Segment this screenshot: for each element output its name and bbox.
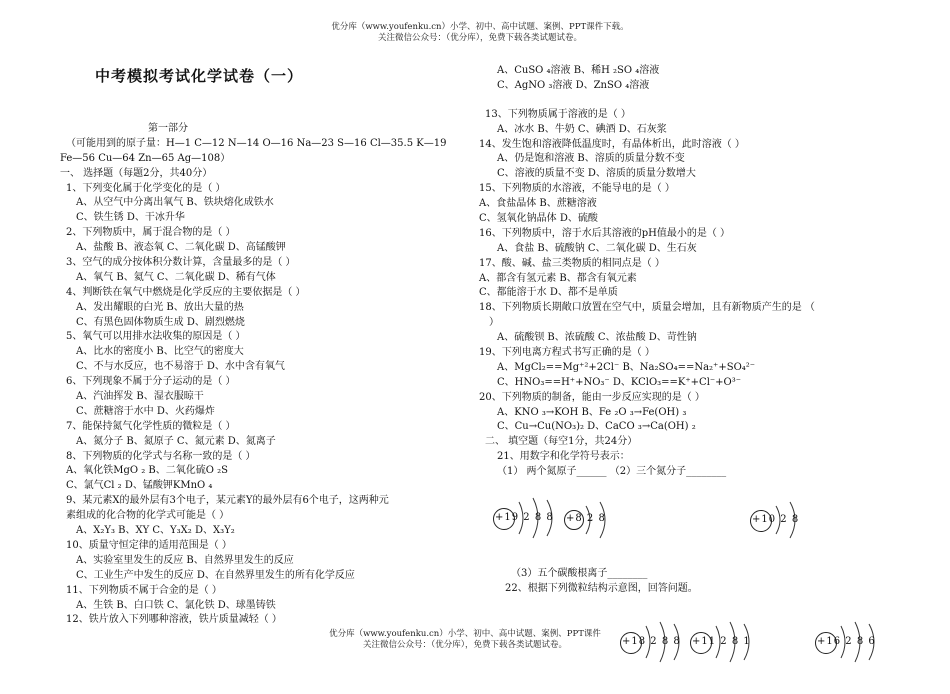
question-line: 素组成的化合物的化学式可能是（ ） — [66, 510, 230, 522]
option-line: A、实验室里发生的反应 B、自然界里发生的反应 — [76, 554, 294, 566]
option-line: A、生铁 B、白口铁 C、氯化铁 D、球墨铸铁 — [76, 599, 276, 611]
section-heading: 一、 选择题（每题2分，共40分） — [60, 167, 213, 179]
footer-line-1: 优分库（www.youfenku.cn）小学、初中、高中试题、案例、PPT课件 — [329, 629, 601, 639]
page-header — [300, 22, 660, 44]
question-line: 8、下列物质的化学式与名称一致的是（ ） — [66, 450, 256, 462]
header-line-1: 优分库（www.youfenku.cn）小学、初中、高中试题、案例、PPT课件下载。 — [331, 22, 629, 32]
spacer — [497, 94, 815, 108]
question-line: 3、空气的成分按体积分数计算，含量最多的是（ ） — [66, 257, 296, 269]
question-line: 4、判断铁在氧气中燃烧是化学反应的主要依据是（ ） — [66, 286, 306, 298]
atom-diagram — [493, 496, 573, 540]
question-line: 10、质量守恒定律的适用范围是（ ） — [66, 539, 232, 551]
atom-label: +8 2 8 — [566, 513, 606, 524]
atom-label: +18 2 8 8 — [622, 636, 681, 647]
option-line: A、硫酸钡 B、浓硫酸 C、浓盐酸 D、苛性钠 — [497, 332, 697, 344]
option-line: A、比水的密度小 B、比空气的密度大 — [76, 346, 244, 358]
option-line: A、仍是饱和溶液 B、溶质的质量分数不变 — [497, 153, 685, 165]
option-line: A、从空气中分离出氧气 B、铁块熔化成铁水 — [76, 197, 274, 209]
question-line: 15、下列物质的水溶液，不能导电的是（ ） — [479, 183, 675, 195]
option-line: A、冰水 B、牛奶 C、碘酒 D、石灰浆 — [497, 123, 667, 135]
atom-label: +16 2 8 6 — [817, 636, 876, 647]
option-line: A、食盐晶体 B、蔗糖溶液 — [479, 198, 597, 210]
question-line: 7、能保持氮气化学性质的微粒是（ ） — [66, 420, 236, 432]
question-line: （3）五个碳酸根离子________ — [511, 568, 648, 579]
header-line-2: 关注微信公众号：（优分库），免费下载各类试题试卷。 — [377, 33, 582, 43]
option-line: A、CuSO ₄溶液 B、稀H ₂SO ₄溶液 — [497, 65, 660, 76]
atom-diagram — [564, 500, 624, 540]
atom-diagram — [620, 618, 700, 666]
section-part-one: 第一部分 — [148, 123, 188, 134]
atom-label: +10 2 8 — [752, 514, 800, 525]
option-line: A、发出耀眼的白光 B、放出大量的热 — [76, 301, 244, 313]
question-21-3 — [511, 567, 647, 582]
option-line: A、食盐 B、硫酸钠 C、二氧化碳 D、生石灰 — [497, 242, 697, 254]
atom-label: +11 2 8 1 — [692, 636, 751, 647]
option-line: A、都含有氢元素 B、都含有氧元素 — [479, 272, 637, 284]
footer-line-2: 关注微信公众号：（优分库），免费下载各类试题试卷。 — [362, 640, 567, 650]
section-heading: 二、 填空题（每空1分，共24分） — [485, 436, 638, 448]
question-line: 14、发生饱和溶液降低温度时，有晶体析出，此时溶液（ ） — [479, 138, 745, 150]
question-line: 5、氧气可以用排水法收集的原因是（ ） — [66, 331, 246, 343]
text-line: Fe—56 Cu—64 Zn—65 Ag—108） — [60, 152, 231, 164]
atom-diagram — [815, 618, 895, 666]
text-line: ） — [489, 317, 499, 329]
option-line: A、汽油挥发 B、湿衣服晾干 — [76, 391, 204, 403]
option-line: C、不与水反应，也不易溶于 D、水中含有氧气 — [76, 361, 285, 373]
question-line: 18、下列物质长期敞口放置在空气中，质量会增加，且有新物质产生的是 （ — [479, 302, 815, 314]
question-line: 1、下列变化属于化学变化的是（ ） — [66, 182, 226, 194]
question-line: 16、下列物质中，溶于水后其溶液的pH值最小的是（ ） — [479, 227, 731, 239]
option-line: C、Cu→Cu(NO₃)₂ D、CaCO ₃→Ca(OH) ₂ — [497, 421, 696, 433]
option-line: C、都能溶于水 D、都不是单质 — [479, 287, 618, 299]
option-line: C、工业生产中发生的反应 D、在自然界里发生的所有化学反应 — [76, 569, 355, 581]
question-line: 2、下列物质中，属于混合物的是（ ） — [66, 227, 236, 239]
question-line: 19、下列电离方程式书写正确的是（ ） — [479, 347, 655, 359]
question-line: 9、某元素X的最外层有3个电子，某元素Y的最外层有6个电子，这两种元 — [66, 495, 389, 507]
question-line: 12、铁片放入下列哪种溶液，铁片质量减轻（ ） — [66, 614, 282, 626]
option-line: C、氯气Cl ₂ D、锰酸钾KMnO ₄ — [66, 480, 213, 492]
atom-diagram — [690, 618, 770, 666]
question-line: 17、酸、碱、盐三类物质的相同点是（ ） — [479, 257, 665, 269]
option-line: A、盐酸 B、液态氧 C、二氧化碳 D、高锰酸钾 — [76, 242, 286, 254]
option-line: A、MgCl₂==Mg⁺²+2Cl⁻ B、Na₂SO₄==Na₂⁺+SO₄²⁻ — [497, 361, 756, 373]
question-line: 22、根据下列微粒结构示意图，回答问题。 — [505, 583, 698, 594]
question-22 — [505, 582, 698, 597]
option-line: C、氢氧化钠晶体 D、硫酸 — [479, 213, 598, 225]
option-line: A、X₂Y₃ B、XY C、Y₃X₂ D、X₃Y₂ — [76, 525, 235, 537]
option-line: A、KNO ₃→KOH B、Fe ₂O ₃→Fe(OH) ₃ — [497, 406, 687, 418]
option-line: A、氧化铁MgO ₂ B、二氧化硫O ₂S — [66, 465, 229, 477]
left-column — [60, 122, 447, 628]
option-line: C、铁生锈 D、干冰升华 — [76, 212, 185, 224]
question-line: 11、下列物质不属于合金的是（ ） — [66, 584, 222, 596]
question-line: 13、下列物质属于溶液的是（ ） — [485, 108, 631, 120]
option-line: C、溶液的质量不变 D、溶质的质量分数增大 — [497, 168, 696, 180]
question-line: 6、下列现象不属于分子运动的是（ ） — [66, 376, 236, 388]
text-line: （可能用到的原子量：H—1 C—12 N—14 O—16 Na—23 S—16 Cl—35.5 K—19 — [66, 137, 447, 149]
question-line: 21、用数字和化学符号表示： — [497, 451, 630, 463]
option-line: A、氧气 B、氦气 C、二氧化碳 D、稀有气体 — [76, 271, 276, 283]
option-line: C、有黑色固体物质生成 D、剧烈燃烧 — [76, 316, 245, 328]
exam-title: 中考模拟考试化学试卷（一） — [95, 67, 304, 85]
right-column — [479, 64, 815, 480]
option-line: C、蔗糖溶于水中 D、火药爆炸 — [76, 405, 215, 417]
option-line: C、HNO₃==H⁺+NO₃⁻ D、KClO₃==K⁺+Cl⁻+O³⁻ — [497, 376, 742, 388]
question-line: 20、下列物质的制备，能由一步反应实现的是（ ） — [479, 391, 705, 403]
option-line: A、氮分子 B、氮原子 C、氮元素 D、氮离子 — [76, 435, 276, 447]
atom-label: +19 2 8 8 — [495, 512, 554, 523]
page-footer — [300, 629, 630, 651]
option-line: C、AgNO ₃溶液 D、ZnSO ₄溶液 — [497, 79, 650, 91]
atom-diagram — [750, 500, 820, 540]
question-line: （1） 两个氮原子______ （2）三个氮分子________ — [497, 466, 727, 478]
